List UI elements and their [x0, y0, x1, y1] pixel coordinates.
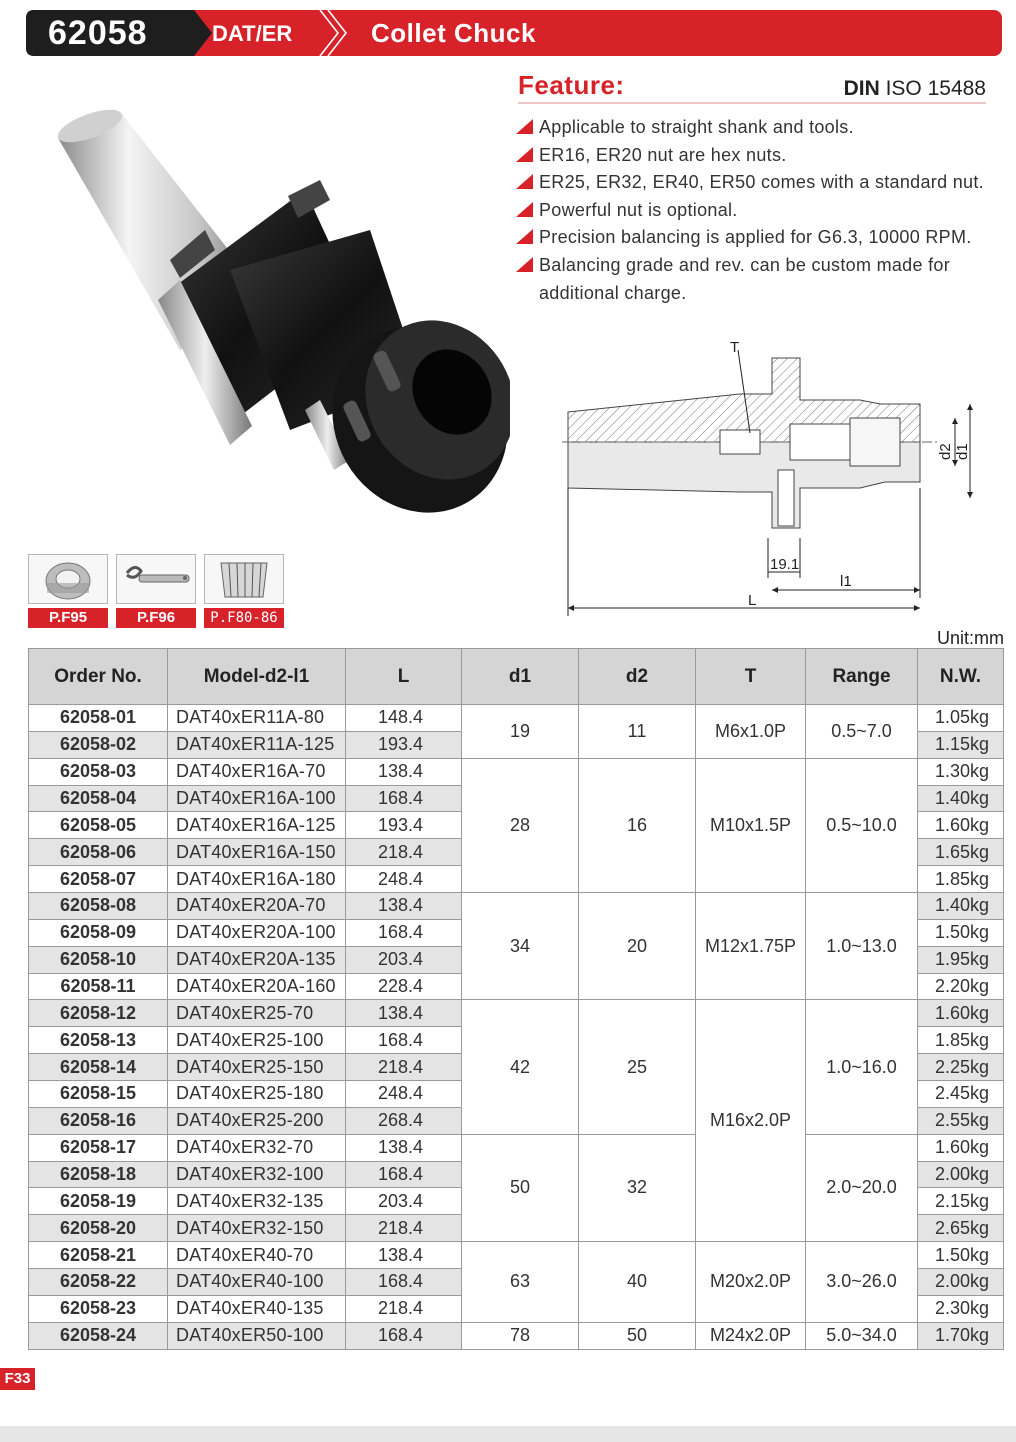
bullet-triangle-icon [516, 147, 533, 162]
length: 168.4 [346, 919, 462, 946]
order-no: 62058-07 [29, 866, 168, 893]
model: DAT40xER25-180 [168, 1081, 346, 1108]
feature-item [516, 169, 996, 197]
range-cell: 0.5~10.0 [806, 758, 918, 892]
label-dim-19-1: 19.1 [770, 556, 800, 573]
order-no: 62058-22 [29, 1269, 168, 1296]
length: 193.4 [346, 812, 462, 839]
order-no: 62058-23 [29, 1295, 168, 1322]
order-no: 62058-16 [29, 1107, 168, 1134]
order-no: 62058-01 [29, 705, 168, 732]
d1-cell: 28 [462, 758, 579, 892]
length: 203.4 [346, 1188, 462, 1215]
d1-cell: 34 [462, 893, 579, 1000]
col-l: L [346, 649, 462, 705]
net-weight: 2.00kg [918, 1161, 1004, 1188]
model: DAT40xER16A-150 [168, 839, 346, 866]
order-no: 62058-17 [29, 1134, 168, 1161]
feature-text: Applicable to straight shank and tools. [539, 117, 854, 137]
length: 268.4 [346, 1107, 462, 1134]
feature-item [516, 197, 1016, 225]
order-no: 62058-02 [29, 731, 168, 758]
standard-iso: ISO 15488 [879, 77, 986, 100]
range-cell: 1.0~16.0 [806, 1000, 918, 1134]
net-weight: 1.50kg [918, 919, 1004, 946]
range-cell: 5.0~34.0 [806, 1322, 918, 1349]
order-no: 62058-13 [29, 1027, 168, 1054]
range-cell: 2.0~20.0 [806, 1134, 918, 1241]
model: DAT40xER25-200 [168, 1107, 346, 1134]
net-weight: 1.15kg [918, 731, 1004, 758]
d2-cell: 50 [579, 1322, 696, 1349]
table-row [29, 705, 1004, 732]
order-no: 62058-24 [29, 1322, 168, 1349]
length: 248.4 [346, 1081, 462, 1108]
model: DAT40xER20A-160 [168, 973, 346, 1000]
model: DAT40xER25-100 [168, 1027, 346, 1054]
col-t: T [696, 649, 806, 705]
length: 168.4 [346, 1322, 462, 1349]
bullet-triangle-icon [516, 229, 533, 244]
length: 138.4 [346, 758, 462, 785]
col-range: Range [806, 649, 918, 705]
length: 138.4 [346, 893, 462, 920]
model: DAT40xER20A-100 [168, 919, 346, 946]
collet-icon [205, 555, 283, 603]
label-d2: d2 [937, 443, 954, 460]
model: DAT40xER11A-125 [168, 731, 346, 758]
net-weight: 1.05kg [918, 705, 1004, 732]
feature-text: Powerful nut is optional. [539, 199, 738, 220]
t-cell: M12x1.75P [696, 893, 806, 1000]
model: DAT40xER16A-125 [168, 812, 346, 839]
standard-din: DIN [843, 77, 880, 100]
model: DAT40xER16A-70 [168, 758, 346, 785]
order-no: 62058-20 [29, 1215, 168, 1242]
product-type: DAT/ER [212, 21, 293, 46]
net-weight: 1.65kg [918, 839, 1004, 866]
table-row [29, 1000, 1004, 1027]
feature-item [516, 252, 996, 307]
model: DAT40xER32-100 [168, 1161, 346, 1188]
bullet-triangle-icon [516, 119, 533, 134]
col-order-no: Order No. [29, 649, 168, 705]
product-code: 62058 [48, 14, 148, 52]
page-number: F33 [0, 1368, 35, 1390]
d2-cell: 11 [579, 705, 696, 759]
order-no: 62058-11 [29, 973, 168, 1000]
d1-cell: 19 [462, 705, 579, 759]
d2-cell: 32 [579, 1134, 696, 1241]
model: DAT40xER25-150 [168, 1054, 346, 1081]
header-banner [26, 10, 1002, 56]
net-weight: 2.65kg [918, 1215, 1004, 1242]
net-weight: 1.30kg [918, 758, 1004, 785]
order-no: 62058-18 [29, 1161, 168, 1188]
net-weight: 2.45kg [918, 1081, 1004, 1108]
feature-text: ER16, ER20 nut are hex nuts. [539, 144, 787, 165]
feature-item [516, 224, 1016, 252]
d2-cell: 20 [579, 893, 696, 1000]
order-no: 62058-08 [29, 893, 168, 920]
order-no: 62058-03 [29, 758, 168, 785]
length: 218.4 [346, 1215, 462, 1242]
accessory-thumb [28, 554, 108, 604]
model: DAT40xER40-70 [168, 1242, 346, 1269]
bullet-triangle-icon [516, 257, 533, 272]
length: 218.4 [346, 839, 462, 866]
spec-table [28, 648, 1004, 1350]
accessory-collet[interactable] [204, 554, 284, 628]
model: DAT40xER32-70 [168, 1134, 346, 1161]
t-cell: M10x1.5P [696, 758, 806, 892]
net-weight: 1.60kg [918, 812, 1004, 839]
net-weight: 1.85kg [918, 866, 1004, 893]
length: 218.4 [346, 1295, 462, 1322]
d1-cell: 63 [462, 1242, 579, 1323]
t-cell: M16x2.0P [696, 1000, 806, 1242]
order-no: 62058-05 [29, 812, 168, 839]
net-weight: 1.70kg [918, 1322, 1004, 1349]
order-no: 62058-10 [29, 946, 168, 973]
net-weight: 2.20kg [918, 973, 1004, 1000]
unit-label: Unit:mm [937, 628, 1004, 648]
model: DAT40xER16A-100 [168, 785, 346, 812]
nut-icon [29, 555, 107, 603]
model: DAT40xER11A-80 [168, 705, 346, 732]
order-no: 62058-12 [29, 1000, 168, 1027]
accessory-label: P.F95 [28, 608, 108, 628]
length: 168.4 [346, 1027, 462, 1054]
model: DAT40xER20A-135 [168, 946, 346, 973]
t-cell: M6x1.0P [696, 705, 806, 759]
feature-text: ER25, ER32, ER40, ER50 comes with a standard nut. [539, 172, 984, 193]
technical-drawing [560, 338, 980, 623]
model: DAT40xER32-135 [168, 1188, 346, 1215]
order-no: 62058-09 [29, 919, 168, 946]
net-weight: 1.40kg [918, 785, 1004, 812]
col-model: Model-d2-l1 [168, 649, 346, 705]
table-header-row [29, 649, 1004, 705]
feature-text: Precision balancing is applied for G6.3, 10000 RPM. [539, 227, 972, 248]
accessory-wrench[interactable] [116, 554, 196, 628]
length: 218.4 [346, 1054, 462, 1081]
net-weight: 2.30kg [918, 1295, 1004, 1322]
col-nw: N.W. [918, 649, 1004, 705]
bullet-triangle-icon [516, 202, 533, 217]
d2-cell: 16 [579, 758, 696, 892]
table-row [29, 1242, 1004, 1269]
order-no: 62058-14 [29, 1054, 168, 1081]
order-no: 62058-15 [29, 1081, 168, 1108]
feature-list [516, 114, 1016, 307]
d1-cell: 42 [462, 1000, 579, 1134]
label-t: T [730, 339, 740, 356]
order-no: 62058-21 [29, 1242, 168, 1269]
col-d2: d2 [579, 649, 696, 705]
product-image [20, 100, 510, 520]
model: DAT40xER40-135 [168, 1295, 346, 1322]
length: 193.4 [346, 731, 462, 758]
model: DAT40xER20A-70 [168, 893, 346, 920]
net-weight: 1.50kg [918, 1242, 1004, 1269]
net-weight: 1.85kg [918, 1027, 1004, 1054]
label-l1: l1 [840, 573, 852, 590]
length: 203.4 [346, 946, 462, 973]
t-cell: M24x2.0P [696, 1322, 806, 1349]
length: 168.4 [346, 785, 462, 812]
feature-header [518, 68, 986, 104]
accessory-label: P.F96 [116, 608, 196, 628]
net-weight: 2.25kg [918, 1054, 1004, 1081]
d1-cell: 50 [462, 1134, 579, 1241]
net-weight: 1.95kg [918, 946, 1004, 973]
page-title: Collet Chuck [371, 18, 536, 48]
wrench-icon [117, 555, 195, 603]
model: DAT40xER40-100 [168, 1269, 346, 1296]
d2-cell: 40 [579, 1242, 696, 1323]
t-cell: M20x2.0P [696, 1242, 806, 1323]
d1-cell: 78 [462, 1322, 579, 1349]
model: DAT40xER50-100 [168, 1322, 346, 1349]
accessory-thumb [204, 554, 284, 604]
length: 148.4 [346, 705, 462, 732]
label-l: L [748, 592, 757, 609]
model: DAT40xER16A-180 [168, 866, 346, 893]
range-cell: 3.0~26.0 [806, 1242, 918, 1323]
model: DAT40xER25-70 [168, 1000, 346, 1027]
length: 228.4 [346, 973, 462, 1000]
accessory-nut[interactable] [28, 554, 108, 628]
d2-cell: 25 [579, 1000, 696, 1134]
length: 138.4 [346, 1242, 462, 1269]
table-row [29, 758, 1004, 785]
footer-bar [0, 1426, 1016, 1442]
feature-text: Balancing grade and rev. can be custom made for additional charge. [539, 254, 950, 303]
length: 138.4 [346, 1000, 462, 1027]
accessory-label: P.F80-86 [204, 608, 284, 628]
length: 168.4 [346, 1161, 462, 1188]
net-weight: 2.55kg [918, 1107, 1004, 1134]
feature-item [516, 114, 1016, 142]
feature-title: Feature: [518, 70, 625, 100]
order-no: 62058-04 [29, 785, 168, 812]
standard-label [844, 77, 986, 101]
table-row [29, 893, 1004, 920]
bullet-triangle-icon [516, 174, 533, 189]
net-weight: 1.40kg [918, 893, 1004, 920]
range-cell: 1.0~13.0 [806, 893, 918, 1000]
col-d1: d1 [462, 649, 579, 705]
order-no: 62058-19 [29, 1188, 168, 1215]
length: 168.4 [346, 1269, 462, 1296]
net-weight: 1.60kg [918, 1134, 1004, 1161]
length: 138.4 [346, 1134, 462, 1161]
length: 248.4 [346, 866, 462, 893]
model: DAT40xER32-150 [168, 1215, 346, 1242]
range-cell: 0.5~7.0 [806, 705, 918, 759]
net-weight: 1.60kg [918, 1000, 1004, 1027]
net-weight: 2.00kg [918, 1269, 1004, 1296]
label-d1: d1 [954, 443, 971, 460]
table-row [29, 1134, 1004, 1161]
feature-item [516, 142, 1016, 170]
table-row [29, 1322, 1004, 1349]
accessory-thumb [116, 554, 196, 604]
net-weight: 2.15kg [918, 1188, 1004, 1215]
order-no: 62058-06 [29, 839, 168, 866]
